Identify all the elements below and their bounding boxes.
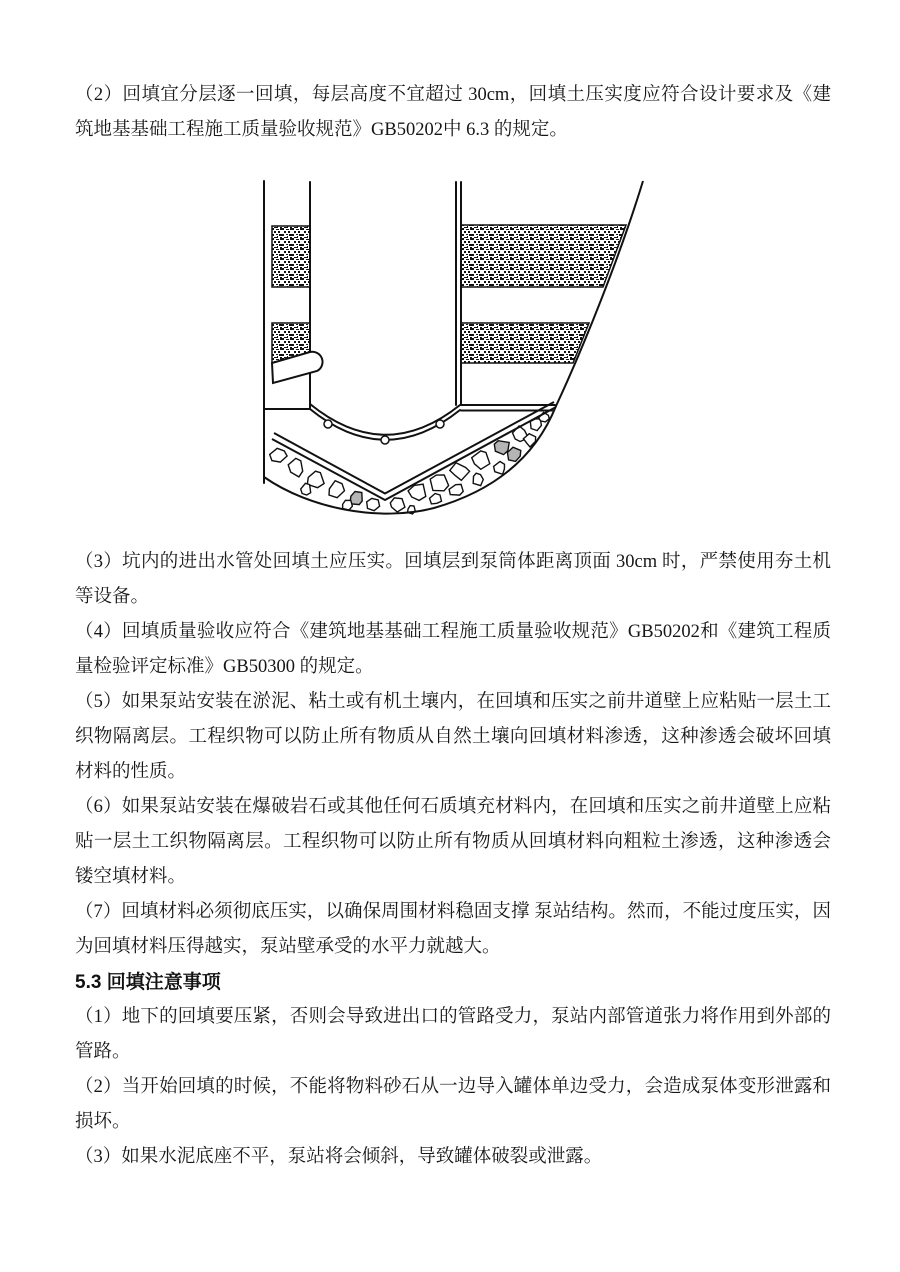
paragraph-note-item-3: （3）如果水泥底座不平，泵站将会倾斜，导致罐体破裂或泄露。: [75, 1147, 603, 1167]
paragraph-note-item-2: （2）当开始回填的时候，不能将物料砂石从一边导入罐体单边受力，会造成泵体变形泄露和损坏。: [75, 1077, 831, 1132]
paragraph-backfill-item-4: （4）回填质量验收应符合《建筑地基基础工程施工质量验收规范》GB50202和《建筑工程质量检验评定标准》GB50300 的规定。: [75, 622, 831, 677]
paragraph-backfill-item-3: （3）坑内的进出水管处回填土应压实。回填层到泵筒体距离顶面 30cm 时，严禁使用夯土机等设备。: [75, 552, 831, 607]
backfill-cross-section-figure: [262, 178, 831, 529]
paragraph-note-item-1: （1）地下的回填要压紧，否则会导致进出口的管路受力，泵站内部管道张力将作用到外部的管路。: [75, 1007, 831, 1062]
paragraph-backfill-item-7: （7）回填材料必须彻底压实，以确保周围材料稳固支撑 泵站结构。然而，不能过度压实，因为回填材料压得越实，泵站壁承受的水平力就越大。: [75, 902, 831, 957]
paragraph-backfill-item-5: （5）如果泵站安装在淤泥、粘土或有机土壤内，在回填和压实之前井道壁上应粘贴一层土工织物隔离层。工程织物可以防止所有物质从自然土壤向回填材料渗透，这种渗透会破坏回填材料的性质。: [75, 692, 831, 782]
cross-section-svg: [262, 178, 644, 516]
paragraph-backfill-item-6: （6）如果泵站安装在爆破岩石或其他任何石质填充材料内，在回填和压实之前井道壁上应粘贴一层土工织物隔离层。工程织物可以防止所有物质从回填材料向粗粒土渗透，这种渗透会镂空填材料。: [75, 797, 831, 887]
page-content: [75, 78, 831, 1175]
paragraph-backfill-item-2: （2）回填宜分层逐一回填，每层高度不宜超过 30cm，回填土压实度应符合设计要求及《建筑地基基础工程施工质量验收规范》GB50202中 6.3 的规定。: [75, 85, 831, 140]
backfill-hatch-bands: [272, 225, 626, 363]
section-heading-5-3: 5.3 回填注意事项: [75, 972, 221, 993]
